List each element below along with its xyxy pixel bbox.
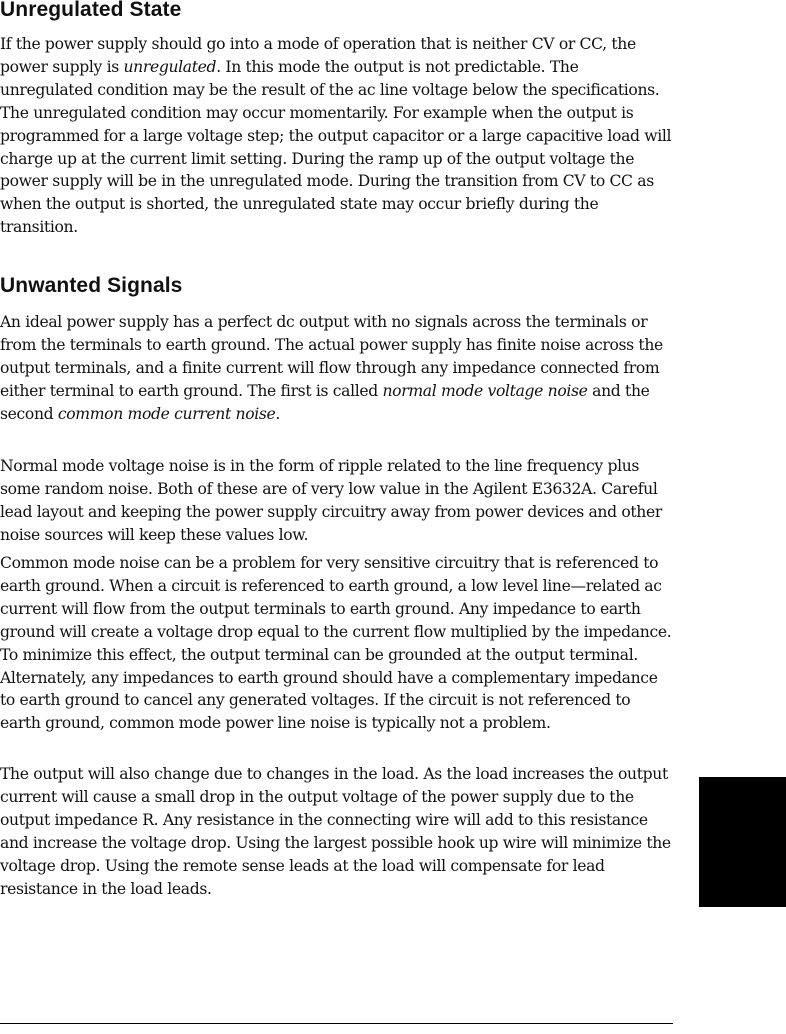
text-run: . In this mode the output is not predictable. The unregulated condition may be the result of the ac line voltage below the specifications. The unregulated condition may occur momentarily. For example when the output is programmed for a large voltage step; the output capacitor or a large capacitive load will charge up at the current limit setting. During the ramp up of the output voltage the power supply will be in the unregulated mode. During the transition from CV to CC as when the output is shorted, the unregulated state may occur briefly during the transition. (0, 57, 672, 237)
paragraph-load-changes: The output will also change due to changes in the load. As the load increases the output current will cause a small drop in the output voltage of the power supply due to the output impedance R. Any resistance in the connecting wire will add to this resistance and increase the voltage drop. Using the largest possible hook up wire will minimize the voltage drop. Using the remote sense leads at the load will compensate for lead resistance in the load leads. (0, 765, 671, 898)
emphasis-common-mode-current-noise: common mode current noise (57, 404, 276, 423)
text-run: and the second (0, 381, 650, 423)
section-heading-unwanted-signals: Unwanted Signals (0, 274, 183, 297)
emphasis-unregulated: unregulated (123, 57, 217, 76)
text-run: If the power supply should go into a mode of operation that is neither CV or CC, the power supply is (0, 35, 636, 76)
text-run: . (275, 404, 281, 423)
paragraph-common-mode-noise: Common mode noise can be a problem for very sensitive circuitry that is referenced to earth ground. When a circuit is referenced to earth ground, a low level line—related ac current will flow from the output terminals to earth ground. Any impedance to earth ground will create a voltage drop equal to the current flow multiplied by the impedance. To minimize this effect, the output terminal can be grounded at the output terminal. Alternately, any impedances to earth ground should have a complementary impedance to earth ground to cancel any generated voltages. If the circuit is not referenced to earth ground, common mode power line noise is typically not a problem. (0, 554, 672, 733)
text-run: An ideal power supply has a perfect dc output with no signals across the terminals or from the terminals to earth ground. The actual power supply has finite noise across the output terminals, and a finite current will flow through any impedance connected from either terminal to earth ground. The first is called (0, 313, 663, 400)
paragraph-ideal-power-supply (0, 311, 672, 426)
section-heading-unregulated-state: Unregulated State (0, 0, 182, 21)
paragraph-unregulated-state (0, 33, 672, 239)
footer-rule (0, 1023, 673, 1024)
chapter-thumb-tab (699, 777, 786, 907)
emphasis-normal-mode-voltage-noise: normal mode voltage noise (382, 381, 588, 400)
paragraph-normal-mode-noise: Normal mode voltage noise is in the form of ripple related to the line frequency plus some random noise. Both of these are of very low value in the Agilent E3632A. Careful lead layout and keeping the power supply circuitry away from power devices and other noise sources will keep these values low. (0, 457, 662, 544)
